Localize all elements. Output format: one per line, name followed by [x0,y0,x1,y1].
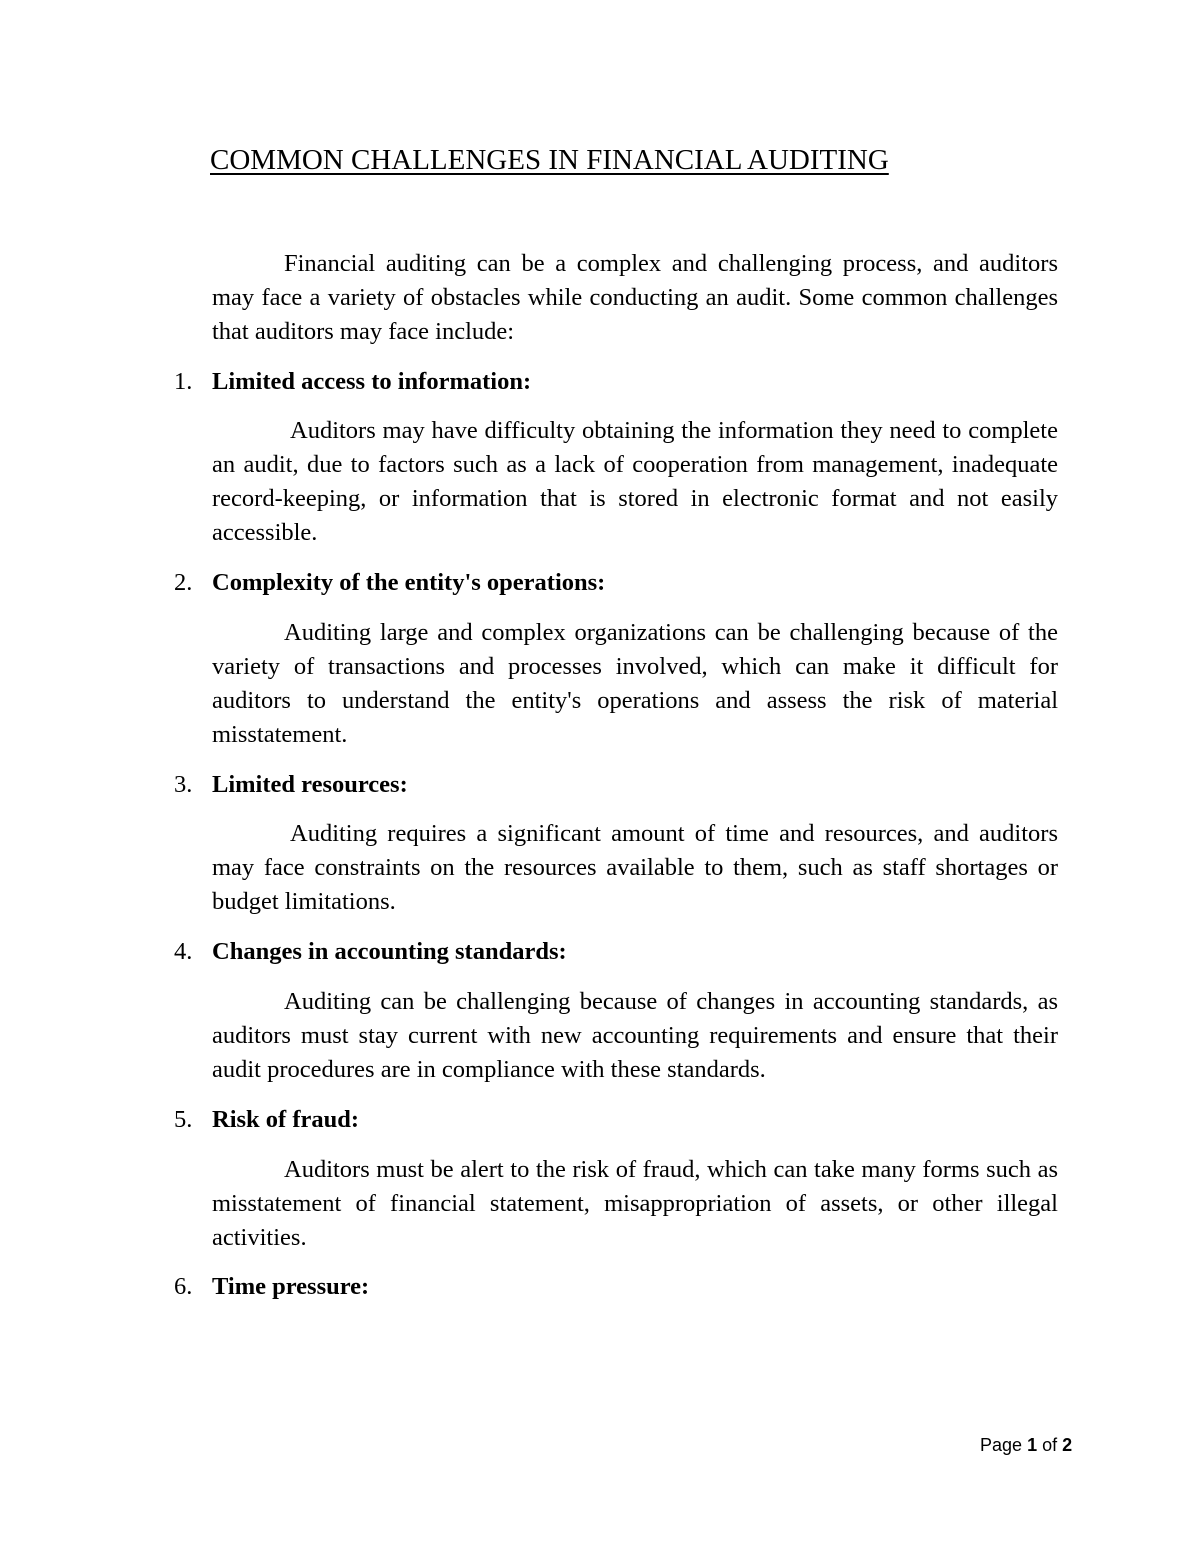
page-number-footer [980,1433,1073,1457]
item-body-text: Auditing large and complex organizations can be challenging because of the variety of transactions and processes involved, which can make it difficult for auditors to understand the entity's operations and assess the risk of material misstatement. [212,619,1058,748]
item-body [212,616,1058,752]
item-body-text: Auditors must be alert to the risk of fraud, which can take many forms such as misstatement of financial statement, misappropriation of assets, or other illegal activities. [212,1156,1058,1251]
item-heading: Risk of fraud: [212,1106,360,1133]
item-heading: Limited resources: [212,771,408,798]
item-heading: Complexity of the entity's operations: [212,569,606,596]
document-title: COMMON CHALLENGES IN FINANCIAL AUDITING [210,144,889,176]
item-body-text: Auditing requires a significant amount of time and resources, and auditors may face constraints on the resources available to them, such as staff shortages or budget limitations. [212,820,1058,915]
page-current: 1 [1027,1435,1038,1455]
item-body [212,1153,1058,1255]
item-body [212,817,1058,919]
item-number: 5. [174,1106,193,1133]
item-number: 4. [174,938,193,965]
item-number: 2. [174,569,193,596]
of-label: of [1042,1435,1058,1455]
item-number: 6. [174,1273,193,1300]
intro-text: Financial auditing can be a complex and challenging process, and auditors may face a variety of obstacles while conducting an audit. Some common challenges that auditors may face include: [212,250,1058,345]
item-body [212,414,1058,550]
item-number: 1. [174,368,193,395]
page-label: Page [980,1435,1023,1455]
page-total: 2 [1062,1435,1073,1455]
item-heading: Changes in accounting standards: [212,938,567,965]
item-body-text: Auditing can be challenging because of changes in accounting standards, as auditors must stay current with new accounting requirements and ensure that their audit procedures are in compliance with these standards. [212,988,1058,1083]
item-heading: Time pressure: [212,1273,370,1300]
item-body [212,985,1058,1087]
intro-paragraph [212,247,1058,349]
item-number: 3. [174,771,193,798]
item-heading: Limited access to information: [212,368,532,395]
item-body-text: Auditors may have difficulty obtaining the information they need to complete an audit, due to factors such as a lack of cooperation from management, inadequate record-keeping, or information that is stored in electronic format and not easily accessible. [212,417,1058,546]
